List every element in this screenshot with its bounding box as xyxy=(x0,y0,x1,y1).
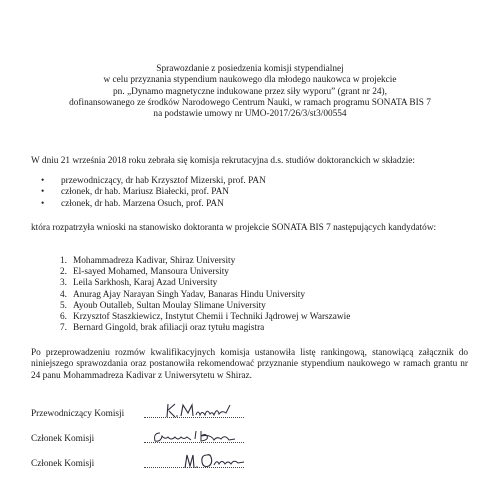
list-item xyxy=(41,176,461,187)
item-number: 1. xyxy=(60,256,67,266)
signature-label: Członek Komisji xyxy=(31,459,95,469)
considered-paragraph: która rozpatrzyła wnioski na stanowisko doktoranta w projekcie SONATA BIS 7 następujących kandydatów: xyxy=(31,223,437,233)
bullet: • xyxy=(41,187,45,198)
list-item xyxy=(41,187,461,198)
header-line: dofinansowanego ze środków Narodowego Centrum Nauki, w ramach programu SONATA BIS 7 xyxy=(69,97,431,108)
intro-paragraph: W dniu 21 września 2018 roku zebrała się komisja rekrutacyjna d.s. studiów doktoranckich w składzie: xyxy=(31,156,415,166)
signature-label: Przewodniczący Komisji xyxy=(31,409,125,419)
list-item xyxy=(60,290,460,301)
candidate-text: Anurag Ajay Narayan Singh Yadav, Banaras Hindu University xyxy=(73,289,306,300)
item-number: 6. xyxy=(60,311,67,322)
list-item xyxy=(60,278,460,289)
member-text: członek, dr hab. Marzena Osuch, prof. PAN xyxy=(61,198,224,209)
signature-line-member xyxy=(31,426,291,446)
bullet: • xyxy=(41,198,45,209)
signature-label: Członek Komisji xyxy=(31,434,95,444)
candidate-text: Ayoub Outalleb, Sultan Moulay Slimane University xyxy=(73,300,266,311)
list-item xyxy=(60,301,460,312)
handwritten-signature xyxy=(164,401,244,421)
member-text: członek, dr hab. Mariusz Białecki, prof. PAN xyxy=(61,187,229,198)
item-number: 7. xyxy=(60,323,67,334)
item-number: 4. xyxy=(60,289,67,300)
list-item xyxy=(60,256,460,267)
list-item xyxy=(60,323,460,334)
list-item xyxy=(60,267,460,278)
candidates-list xyxy=(60,256,460,334)
list-item xyxy=(41,199,461,210)
candidate-text: Leila Sarkhosh, Karaj Azad University xyxy=(73,278,218,289)
header-line: w celu przyznania stypendium naukowego dla młodego naukowca w projekcie xyxy=(103,75,397,86)
header-line: pn. „Dynamo magnetyczne indukowane przez siły wyporu” (grant nr 24), xyxy=(113,86,387,97)
item-number: 3. xyxy=(60,278,67,289)
header-title: Sprawozdanie z posiedzenia komisji stypendialnej xyxy=(156,64,344,74)
candidate-text: Krzysztof Staszkiewicz, Instytut Chemii i Techniki Jądrowej w Warszawie xyxy=(73,311,351,322)
member-text: przewodniczący, dr hab Krzysztof Mizerski, prof. PAN xyxy=(61,176,266,186)
item-number: 5. xyxy=(60,300,67,311)
signature-line-chair xyxy=(31,401,291,421)
header-line: na podstawie umowy nr UMO-2017/26/3/st3/00554 xyxy=(153,109,347,120)
report-header xyxy=(40,64,460,120)
bullet: • xyxy=(41,176,45,186)
committee-members-list xyxy=(41,176,461,210)
candidate-text: Mohammadreza Kadivar, Shiraz University xyxy=(73,256,236,266)
signature-line-member xyxy=(31,451,291,471)
list-item xyxy=(60,312,460,323)
handwritten-signature xyxy=(181,451,261,471)
summary-paragraph: Po przeprowadzeniu rozmów kwalifikacyjnych komisja ustanowiła listę rankingową, stanowiącą załącznik do niniejszego sprawozdania oraz postanowiła rekomendować przyznanie stypendium naukowego w ramach grantu nr 24 panu Mohammadreza Kadivar z Uniwersytetu w Shiraz. xyxy=(31,348,468,381)
candidate-text: Bernard Gingold, brak afiliacji oraz tytułu magistra xyxy=(73,323,265,334)
candidate-text: El-sayed Mohamed, Mansoura University xyxy=(73,267,229,278)
handwritten-signature xyxy=(151,428,246,446)
item-number: 2. xyxy=(60,267,67,278)
